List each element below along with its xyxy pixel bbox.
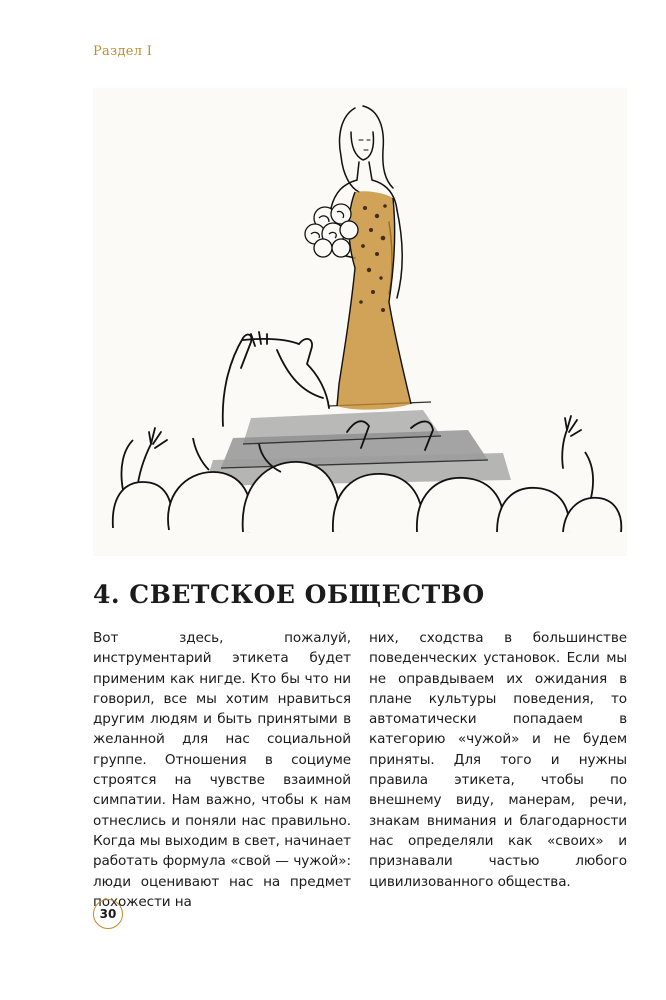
bouquet <box>305 204 358 257</box>
section-heading: 4. СВЕТСКОЕ ОБЩЕСТВО <box>93 580 485 609</box>
section-label: Раздел I <box>93 44 153 59</box>
left-column <box>93 628 351 912</box>
body-columns <box>93 628 627 912</box>
stage-steps <box>205 402 511 486</box>
illustration-runway-crowd <box>93 88 627 556</box>
page-number: 30 <box>93 899 123 929</box>
left-column-text: Вот здесь, пожалуй, инструментарий этикета будет применим как нигде. Кто бы что ни говорил, все мы хотим нравиться другим людям и быть принятыми в желанной для нас социальной группе. Отношения в социуме строятся на чувстве взаимной симпатии. Нам важно, чтобы к нам отнеслись и поняли нас правильно. Когда мы выходим в свет, начинает работать формула «свой — чужой»: люди оценивают нас на предмет похожести на <box>93 630 351 910</box>
right-column-text: них, сходства в большинстве поведенческих установок. Если мы не оправдываем их ожидания в плане культуры поведения, то автоматически попадаем в категорию «чужой» и не будем приняты. Для того и нужны правила этикета, чтобы по внешнему виду, манерам, речи, знакам внимания и благодарности нас определяли как «своих» и признавали частью любого цивилизованного общества. <box>369 630 627 890</box>
right-column <box>369 628 627 912</box>
